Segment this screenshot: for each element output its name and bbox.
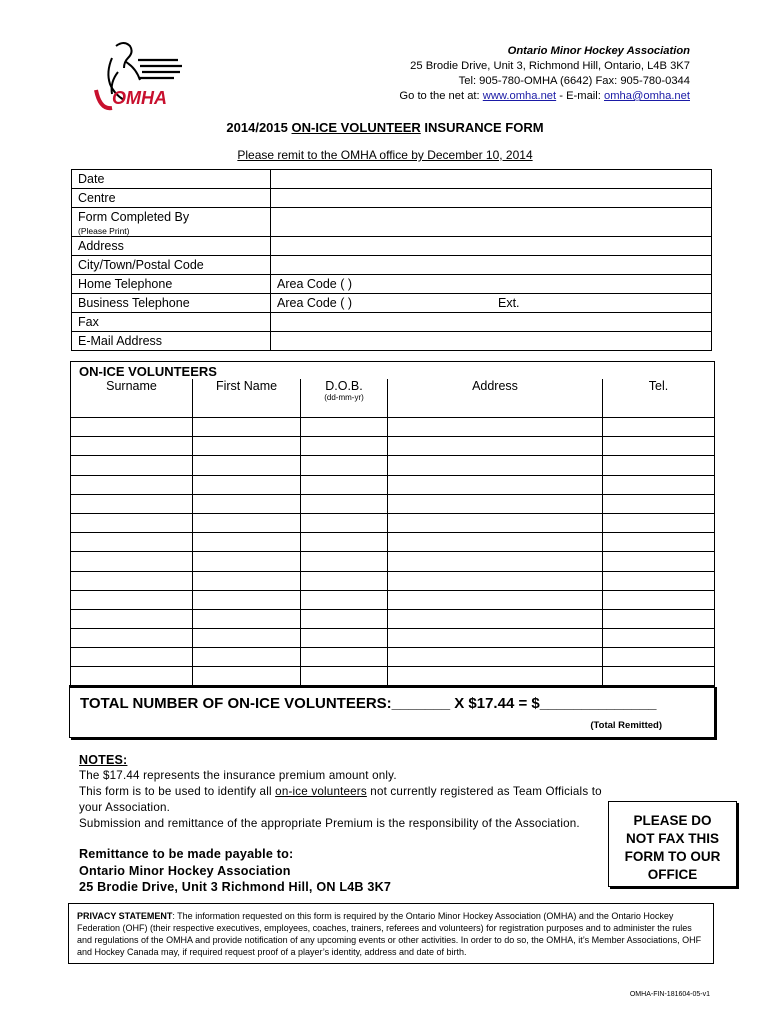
email-prefix: - E-mail:: [556, 90, 604, 102]
volunteer-cell[interactable]: [301, 609, 388, 628]
no-fax-line-2: NOT FAX THIS: [625, 831, 719, 846]
volunteer-cell[interactable]: [193, 609, 301, 628]
volunteer-cell[interactable]: [301, 533, 388, 552]
fax-field[interactable]: [271, 313, 712, 332]
volunteer-cell[interactable]: [193, 494, 301, 513]
email-link[interactable]: omha@omha.net: [604, 90, 690, 102]
notes-line-2b: on-ice volunteers: [275, 785, 367, 798]
table-row: [71, 494, 714, 513]
volunteer-cell[interactable]: [603, 667, 715, 686]
table-row: [71, 552, 714, 571]
form-completed-by-field[interactable]: [271, 208, 712, 237]
table-row: [71, 456, 714, 475]
volunteer-cell[interactable]: [193, 552, 301, 571]
volunteer-cell[interactable]: [388, 590, 603, 609]
volunteer-cell[interactable]: [301, 475, 388, 494]
centre-label: Centre: [72, 189, 271, 208]
col-address: Address: [388, 379, 603, 418]
volunteer-cell[interactable]: [301, 667, 388, 686]
privacy-label: PRIVACY STATEMENT: [77, 911, 173, 921]
volunteer-cell[interactable]: [388, 552, 603, 571]
volunteer-cell[interactable]: [193, 667, 301, 686]
home-phone-label: Home Telephone: [72, 275, 271, 294]
no-fax-line-1: PLEASE DO: [633, 813, 712, 828]
header-web-line: [399, 89, 690, 104]
remit-deadline: [0, 148, 770, 162]
volunteer-cell[interactable]: [193, 533, 301, 552]
volunteer-cell[interactable]: [603, 437, 715, 456]
form-completed-by-label: Form Completed By: [78, 210, 190, 224]
website-link[interactable]: www.omha.net: [482, 90, 557, 102]
volunteer-cell[interactable]: [71, 456, 193, 475]
volunteer-cell[interactable]: [388, 475, 603, 494]
title-underlined: ON-ICE VOLUNTEER: [291, 120, 421, 135]
volunteer-cell[interactable]: [603, 590, 715, 609]
volunteer-cell[interactable]: [603, 552, 715, 571]
header-phone: Tel: 905-780-OMHA (6642) Fax: 905-780-0344: [458, 75, 690, 87]
volunteer-cell[interactable]: [193, 629, 301, 648]
volunteer-cell[interactable]: [603, 456, 715, 475]
volunteer-cell[interactable]: [193, 437, 301, 456]
volunteer-cell[interactable]: [71, 513, 193, 532]
volunteer-cell[interactable]: [193, 571, 301, 590]
volunteer-cell[interactable]: [388, 648, 603, 667]
volunteer-cell[interactable]: [301, 571, 388, 590]
volunteer-cell[interactable]: [301, 552, 388, 571]
total-label: TOTAL NUMBER OF ON-ICE VOLUNTEERS:_______ X $17.44 = $______________: [80, 695, 657, 712]
notes-line-2: [79, 784, 619, 816]
volunteer-cell[interactable]: [603, 475, 715, 494]
volunteer-cell[interactable]: [71, 552, 193, 571]
city-field[interactable]: [271, 256, 712, 275]
volunteer-cell[interactable]: [603, 629, 715, 648]
notes-section: [79, 752, 619, 832]
volunteer-cell[interactable]: [388, 609, 603, 628]
volunteer-cell[interactable]: [71, 629, 193, 648]
volunteers-table: [71, 379, 714, 687]
volunteer-cell[interactable]: [71, 609, 193, 628]
email-label: E-Mail Address: [72, 332, 271, 351]
no-fax-notice: [608, 801, 737, 887]
col-surname: Surname: [106, 379, 157, 393]
header-address: 25 Brodie Drive, Unit 3, Richmond Hill, Ontario, L4B 3K7: [410, 60, 690, 72]
table-row: [71, 571, 714, 590]
volunteer-cell[interactable]: [388, 571, 603, 590]
volunteer-rows: [71, 418, 714, 687]
remit-text: Please remit to the OMHA office by December 10, 2014: [237, 148, 533, 162]
notes-line-2c: not currently registered as Team Officials to your Association.: [79, 785, 602, 814]
volunteer-cell[interactable]: [301, 494, 388, 513]
form-completed-by-cell: [72, 208, 271, 237]
web-prefix: Go to the net at:: [399, 90, 483, 102]
contact-info-table: [71, 169, 712, 351]
notes-heading: NOTES:: [79, 753, 128, 767]
volunteers-title: ON-ICE VOLUNTEERS: [79, 364, 217, 379]
volunteer-cell[interactable]: [388, 513, 603, 532]
table-row: [71, 590, 714, 609]
volunteer-cell[interactable]: [603, 494, 715, 513]
home-phone-field[interactable]: [271, 275, 712, 294]
volunteer-cell[interactable]: [603, 418, 715, 437]
notes-line-3: Submission and remittance of the appropriate Premium is the responsibility of the Association.: [79, 817, 580, 830]
table-row: [71, 648, 714, 667]
table-row: [71, 609, 714, 628]
volunteer-cell[interactable]: [301, 418, 388, 437]
volunteer-cell[interactable]: [193, 590, 301, 609]
table-row: [71, 418, 714, 437]
payable-line-2: Ontario Minor Hockey Association: [79, 863, 291, 878]
volunteer-cell[interactable]: [71, 590, 193, 609]
volunteer-cell[interactable]: [388, 437, 603, 456]
volunteer-cell[interactable]: [71, 437, 193, 456]
volunteer-cell[interactable]: [301, 437, 388, 456]
table-row: [71, 475, 714, 494]
address-label: Address: [72, 237, 271, 256]
col-dob-format: (dd-mm-yr): [324, 393, 364, 402]
no-fax-line-3: FORM TO OUR: [624, 849, 721, 864]
volunteer-cell[interactable]: [603, 533, 715, 552]
volunteer-cell[interactable]: [193, 648, 301, 667]
header-org: Ontario Minor Hockey Association: [507, 45, 690, 57]
col-dob: [301, 379, 388, 418]
table-row: [71, 629, 714, 648]
date-field[interactable]: [271, 170, 712, 189]
form-code: OMHA-FIN-181604-05-v1: [629, 991, 710, 998]
volunteer-cell[interactable]: [603, 571, 715, 590]
volunteer-cell[interactable]: [71, 648, 193, 667]
table-row: [71, 513, 714, 532]
volunteer-cell[interactable]: [603, 648, 715, 667]
payable-line-1: Remittance to be made payable to:: [79, 847, 294, 861]
business-phone-label: Business Telephone: [72, 294, 271, 313]
centre-field[interactable]: [271, 189, 712, 208]
volunteer-cell[interactable]: [603, 609, 715, 628]
volunteer-cell[interactable]: [71, 475, 193, 494]
omha-logo: [82, 38, 192, 116]
volunteer-cell[interactable]: [193, 418, 301, 437]
address-field[interactable]: [271, 237, 712, 256]
no-fax-line-4: OFFICE: [647, 867, 698, 882]
volunteer-cell[interactable]: [603, 513, 715, 532]
payable-line-3: 25 Brodie Drive, Unit 3 Richmond Hill, ON L4B 3K7: [79, 880, 392, 894]
volunteer-cell[interactable]: [71, 571, 193, 590]
col-dob-label: D.O.B.: [325, 379, 363, 393]
volunteer-cell[interactable]: [301, 513, 388, 532]
volunteer-cell[interactable]: [71, 667, 193, 686]
total-remitted-label: (Total Remitted): [590, 720, 662, 731]
volunteer-cell[interactable]: [301, 456, 388, 475]
volunteer-cell[interactable]: [301, 648, 388, 667]
volunteer-cell[interactable]: [71, 533, 193, 552]
privacy-text: : The information requested on this form is required by the Ontario Minor Hockey Association (OMHA) and the Ontario Hockey Federation (OHF) (their respective executives, employees, coaches, trainers, referees and volunteers) for registration purposes and to administer the rules and regulations of the OMHA and provide notification of any upcoming events or other activities. In order to do so, the OMHA, it’s Member Associations, OHF and Hockey Canada may, if required request proof of a player’s identity, address and date of birth.: [77, 911, 702, 957]
ext-label: Ext.: [498, 296, 520, 310]
email-field[interactable]: [271, 332, 712, 351]
business-area-code: Area Code ( ): [277, 296, 353, 310]
volunteer-cell[interactable]: [71, 494, 193, 513]
header-contact: [399, 44, 690, 104]
notes-line-2a: This form is to be used to identify all: [79, 785, 276, 798]
table-row: [71, 533, 714, 552]
col-first-name: First Name: [193, 379, 301, 418]
please-print-label: (Please Print): [78, 226, 130, 236]
payable-to: [79, 846, 391, 896]
privacy-statement: [68, 903, 714, 964]
volunteer-cell[interactable]: [388, 629, 603, 648]
volunteer-cell[interactable]: [193, 513, 301, 532]
table-row: [71, 437, 714, 456]
city-label: City/Town/Postal Code: [72, 256, 271, 275]
volunteer-cell[interactable]: [388, 494, 603, 513]
volunteer-cell[interactable]: [388, 667, 603, 686]
volunteer-cell[interactable]: [301, 629, 388, 648]
volunteer-cell[interactable]: [388, 456, 603, 475]
volunteers-section: [70, 361, 715, 688]
table-row: [71, 667, 714, 686]
title-rest: INSURANCE FORM: [420, 120, 544, 135]
fax-label: Fax: [72, 313, 271, 332]
col-tel: Tel.: [603, 379, 715, 418]
total-box: [69, 685, 715, 738]
notes-line-1: The $17.44 represents the insurance premium amount only.: [79, 769, 397, 782]
title-year: 2014/2015: [226, 120, 292, 135]
volunteer-cell[interactable]: [193, 475, 301, 494]
volunteer-cell[interactable]: [301, 590, 388, 609]
date-label: Date: [72, 170, 271, 189]
form-title: [0, 120, 770, 135]
volunteer-cell[interactable]: [193, 456, 301, 475]
volunteer-cell[interactable]: [71, 418, 193, 437]
volunteer-cell[interactable]: [388, 418, 603, 437]
omha-logo-text: OMHA: [112, 88, 167, 108]
business-phone-field[interactable]: [271, 294, 712, 313]
volunteer-cell[interactable]: [388, 533, 603, 552]
home-area-code: Area Code ( ): [277, 277, 353, 291]
